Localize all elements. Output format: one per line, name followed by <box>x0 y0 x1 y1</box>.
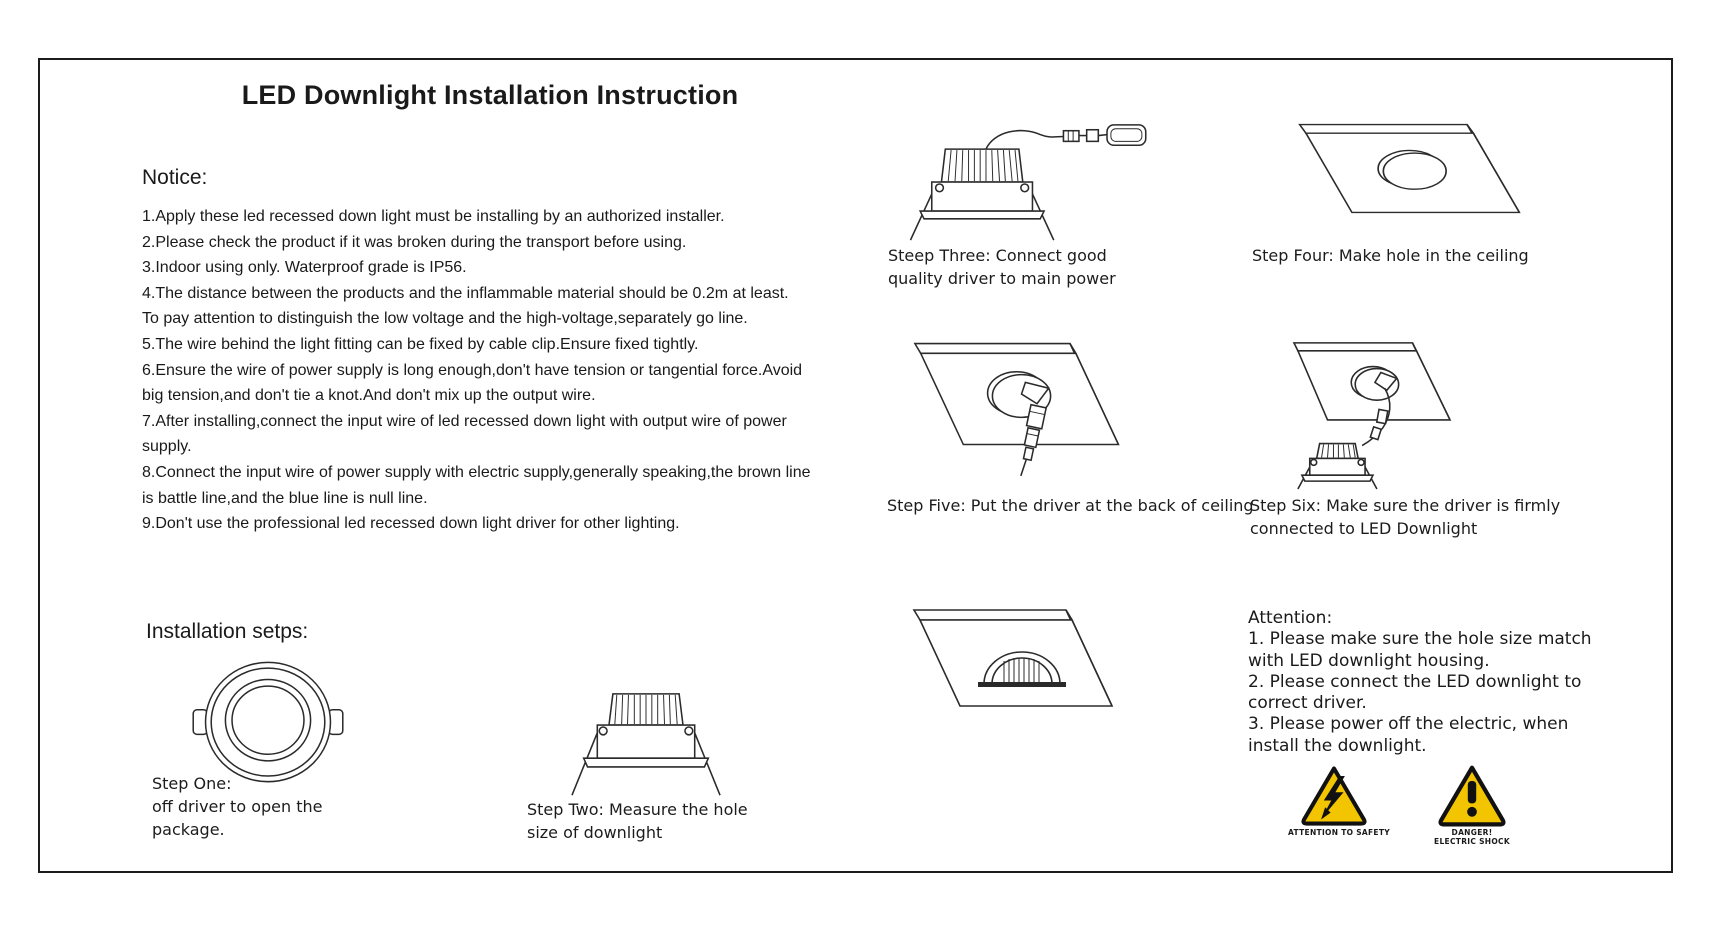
notice-line: big tension,and don't tie a knot.And don't mix up the output wire. <box>142 387 596 405</box>
step-four-caption: Step Four: Make hole in the ceiling <box>1252 246 1529 265</box>
downlight-driver-connection-illustration <box>885 122 1147 244</box>
lightning-bolt-icon <box>1300 762 1368 828</box>
installation-steps-heading: Installation setps: <box>146 620 309 643</box>
attention-line: 1. Please make sure the hole size match <box>1248 629 1592 650</box>
notice-line: 4.The distance between the products and the inflammable material should be 0.2m at least. <box>142 284 789 302</box>
notice-line: supply. <box>142 438 192 456</box>
danger-electric-shock-label: DANGER! ELECTRIC SHOCK <box>1434 828 1510 846</box>
attention-line: 3. Please power off the electric, when <box>1248 714 1569 735</box>
step-five-caption: Step Five: Put the driver at the back of ceiling <box>887 496 1254 515</box>
notice-list <box>142 204 902 537</box>
driver-connected-downlight-illustration <box>1265 333 1475 491</box>
ceiling-hole-illustration <box>1262 116 1534 228</box>
notice-line: 9.Don't use the professional led recessed down light driver for other lighting. <box>142 515 680 533</box>
step-six-caption: Step Six: Make sure the driver is firmly connected to LED Downlight <box>1250 496 1561 538</box>
attention-line: with LED downlight housing. <box>1248 650 1490 671</box>
notice-line: 7.After installing,connect the input wire of led recessed down light with output wire of power <box>142 412 787 430</box>
attention-line: install the downlight. <box>1248 735 1427 756</box>
exclamation-icon <box>1437 762 1507 828</box>
notice-line: 2.Please check the product if it was broken during the transport before using. <box>142 233 687 251</box>
downlight-side-view-illustration <box>558 690 734 802</box>
attention-block <box>1248 608 1608 757</box>
notice-line: is battle line,and the blue line is null line. <box>142 489 428 507</box>
notice-line: 3.Indoor using only. Waterproof grade is IP56. <box>142 259 467 277</box>
notice-line: 5.The wire behind the light fitting can be fixed by cable clip.Ensure fixed tightly. <box>142 335 699 353</box>
step-one-caption: Step One: off driver to open the package. <box>152 774 323 839</box>
attention-to-safety-label: ATTENTION TO SAFETY <box>1288 828 1390 837</box>
page-title: LED Downlight Installation Instruction <box>241 80 739 110</box>
notice-line: 8.Connect the input wire of power supply with electric supply,generally speaking,the brown line <box>142 463 811 481</box>
attention-line: 2. Please connect the LED downlight to <box>1248 671 1582 692</box>
attention-line: correct driver. <box>1248 693 1367 714</box>
notice-heading: Notice: <box>142 166 208 189</box>
step-two-caption: Step Two: Measure the hole size of downlight <box>527 800 748 842</box>
installed-downlight-illustration <box>880 598 1125 728</box>
notice-line: 1.Apply these led recessed down light must be installing by an authorized installer. <box>142 208 725 225</box>
notice-line: To pay attention to distinguish the low voltage and the high-voltage,separately go line. <box>142 310 748 328</box>
attention-heading: Attention: <box>1248 608 1333 628</box>
driver-behind-ceiling-illustration <box>880 330 1132 495</box>
step-three-caption: Steep Three: Connect good quality driver to main power <box>888 246 1116 288</box>
notice-line: 6.Ensure the wire of power supply is long enough,don't have tension or tangential force.Avoid <box>142 361 803 379</box>
